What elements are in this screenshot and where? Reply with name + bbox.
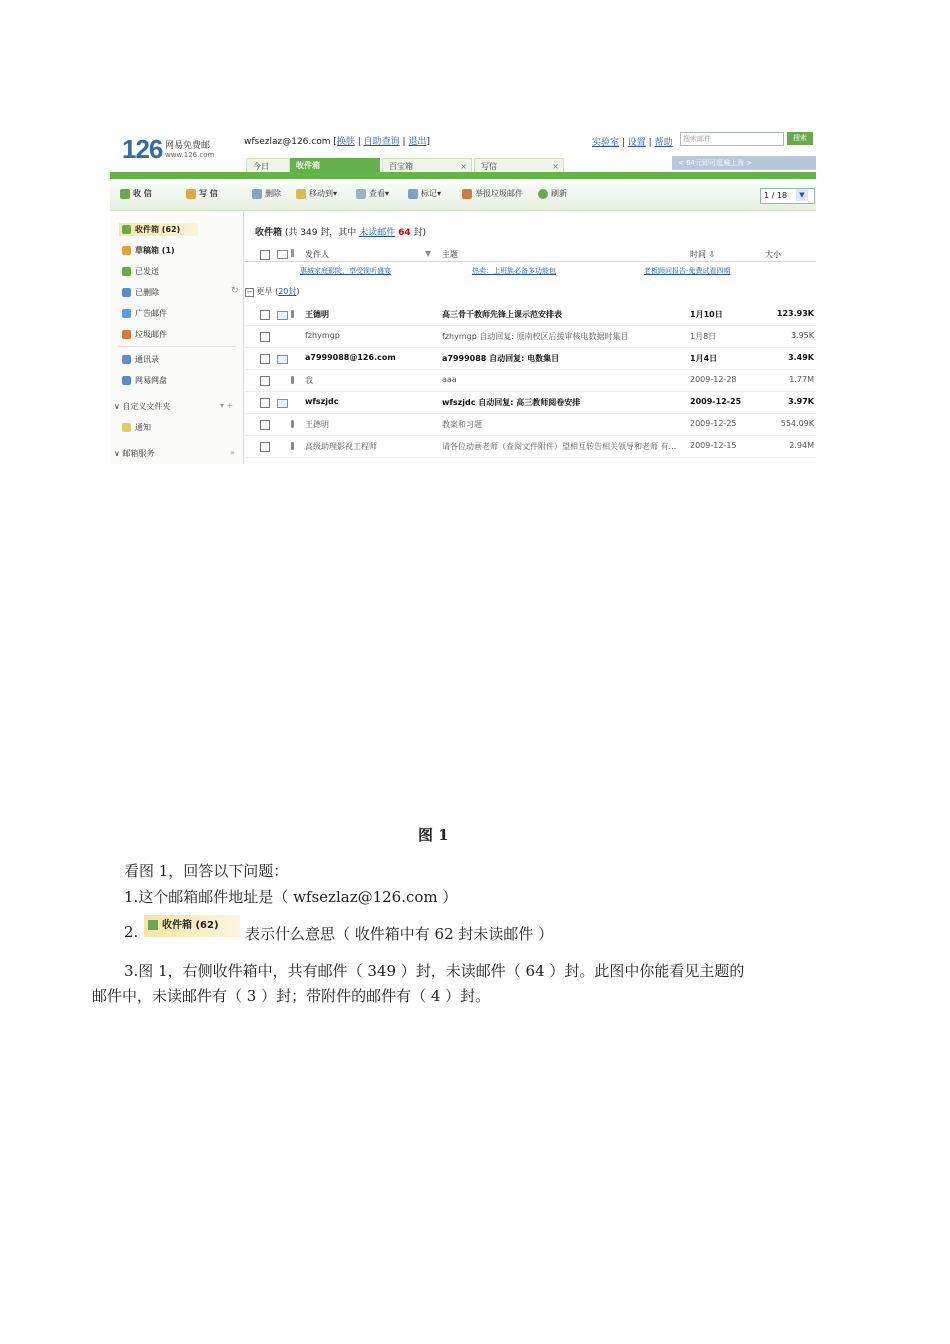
chevron-down-icon[interactable]: ▼ — [796, 189, 808, 201]
mail-sender: 我 — [305, 376, 313, 385]
question-1: 1.这个邮箱邮件地址是（ wfsezlaz@126.com ） — [124, 888, 458, 906]
logo-url: www.126.com — [165, 151, 215, 159]
table-row[interactable] — [245, 347, 816, 370]
inbox-folder-icon-snippet: 收件箱 (62) — [144, 915, 240, 937]
refresh-icon — [538, 189, 548, 199]
mail-size: 554.09K — [780, 419, 814, 428]
mail-sender: wfszjdc — [305, 397, 339, 406]
table-row[interactable] — [245, 325, 816, 348]
mail-size: 3.97K — [788, 397, 814, 406]
lab-link[interactable]: 实验室 — [592, 138, 620, 148]
mail-time: 2009-12-28 — [690, 375, 737, 384]
attachment-icon — [291, 420, 294, 428]
help-link[interactable]: 帮助 — [654, 138, 673, 148]
contacts-icon — [122, 355, 131, 364]
mail-time: 1月8日 — [690, 332, 717, 341]
mail-time: 2009-12-25 — [690, 397, 742, 406]
attachment-icon — [291, 442, 294, 450]
folder-move-icon — [296, 189, 306, 199]
mail-size: 123.93K — [776, 309, 814, 318]
mail-sender: 王德明 — [305, 420, 329, 429]
self-help-link[interactable]: 自助查询 — [363, 137, 400, 147]
ad-strip[interactable]: < 64元即可逛遍上海 > — [672, 156, 816, 170]
compose-button[interactable]: 写 信 — [186, 188, 218, 199]
receive-button[interactable]: 收 信 — [120, 188, 152, 199]
sidebar-item-sent[interactable]: 已发送 — [122, 266, 159, 277]
collapse-icon[interactable]: − — [246, 288, 253, 296]
col-size[interactable]: 大小 — [765, 250, 781, 259]
netdisk-icon — [122, 376, 131, 385]
mail-size: 3.49K — [788, 353, 814, 362]
logo-name: 网易免费邮 — [165, 141, 211, 151]
logout-link[interactable]: 退出 — [408, 137, 427, 147]
ad-link-2[interactable]: 热卖：上班族必备多功能包 — [472, 267, 556, 275]
view-icon — [356, 189, 366, 199]
account-email: wfsezlaz@126.com — [244, 137, 331, 147]
sidebar-item-deleted[interactable]: 已删除 — [122, 287, 159, 298]
question-2-text: 表示什么意思（ 收件箱中有 62 封未读邮件 ） — [245, 925, 554, 943]
skin-link[interactable]: 换肤 — [336, 137, 355, 147]
search-button[interactable]: 搜索 — [787, 132, 813, 145]
deleted-icon — [122, 288, 131, 297]
mail-subject[interactable]: 教案和习题 — [442, 420, 482, 429]
mail-subject[interactable]: 请各位动画老师（查阅文件附件）望相互转告相关领导和老师 有... — [442, 442, 677, 451]
mail-sender: a7999088@126.com — [305, 353, 396, 362]
trash-icon — [252, 189, 262, 199]
tab-today[interactable]: 今日 — [246, 158, 290, 173]
tab-treasure[interactable]: 百宝箱 × — [382, 158, 472, 173]
mail-services-header[interactable]: ∨ 邮箱服务 — [114, 449, 155, 458]
table-row[interactable] — [245, 303, 816, 326]
move-to-button[interactable]: 移动到▾ — [296, 188, 337, 199]
mail-size: 3.95K — [790, 331, 814, 340]
spam-folder-icon — [122, 330, 131, 339]
row-checkbox[interactable] — [260, 442, 270, 452]
page-select[interactable]: 1 / 18 — [760, 188, 815, 204]
tab-compose[interactable]: 写信 × — [474, 158, 564, 173]
row-checkbox[interactable] — [260, 310, 270, 320]
sidebar-item-drafts[interactable]: 草稿箱 (1) — [122, 245, 175, 256]
add-folder-icon[interactable]: ▾ + — [220, 401, 234, 410]
refresh-small-icon[interactable]: ↻ — [231, 286, 239, 296]
expand-icon[interactable]: » — [230, 448, 235, 457]
view-button[interactable]: 查看▾ — [356, 188, 389, 199]
mail-sender: fzhymgp — [305, 331, 340, 340]
table-row[interactable] — [245, 369, 816, 392]
envelope-icon — [277, 399, 288, 408]
inbox-summary: 收件箱 (共 349 封，其中 未读邮件 64 封) — [255, 228, 426, 238]
folder-icon — [122, 423, 131, 432]
mail-sender: 王德明 — [305, 310, 329, 319]
sent-icon — [122, 267, 131, 276]
mail-sender: 高级助理影视工程师 — [305, 442, 377, 451]
mark-button[interactable]: 标记▾ — [408, 188, 441, 199]
envelope-icon — [277, 355, 288, 364]
attachment-icon — [291, 310, 294, 318]
settings-link[interactable]: 设置 — [627, 138, 646, 148]
table-row[interactable] — [245, 435, 816, 458]
logo-126: 126 — [122, 134, 163, 164]
question-3-line-1: 3.图 1，右侧收件箱中，共有邮件（ 349 ）封，未读邮件（ 64 ）封。此图中你能看见主题的 — [124, 962, 745, 980]
unread-link[interactable]: 未读邮件 — [359, 228, 396, 238]
pen-icon — [186, 189, 196, 199]
ad-folder-icon — [122, 309, 131, 318]
col-time[interactable]: 时间 ⇩ — [690, 250, 716, 259]
mail-size: 2.94M — [789, 441, 814, 450]
row-checkbox[interactable] — [260, 354, 270, 364]
refresh-button[interactable]: 刷新 — [538, 188, 567, 199]
report-spam-button[interactable]: 举报垃圾邮件 — [462, 188, 523, 199]
mail-time: 1月10日 — [690, 310, 723, 319]
table-header — [245, 248, 816, 262]
close-icon[interactable]: × — [460, 162, 467, 171]
spam-icon — [462, 189, 472, 199]
row-checkbox[interactable] — [260, 332, 270, 342]
question-intro: 看图 1，回答以下问题： — [124, 862, 289, 880]
row-checkbox[interactable] — [260, 376, 270, 386]
attachment-icon — [291, 376, 294, 384]
mail-time: 2009-12-15 — [690, 441, 737, 450]
mail-subject[interactable]: aaa — [442, 375, 457, 384]
sidebar-item-ads[interactable]: 广告邮件 — [122, 308, 167, 319]
tab-inbox[interactable]: 收件箱 — [290, 158, 380, 173]
table-row[interactable] — [245, 391, 816, 414]
filter-icon[interactable]: ▼ — [425, 249, 432, 258]
mail-time: 1月4日 — [690, 354, 718, 363]
mail-subject[interactable]: wfszjdc 自动回复: 高三教师阅卷安排 — [442, 398, 581, 407]
col-subject[interactable]: 主题 — [442, 250, 458, 259]
envelope-icon — [277, 311, 288, 320]
col-sender[interactable]: 发件人 — [305, 250, 329, 259]
sidebar-item-inbox[interactable]: 收件箱 (62) — [119, 223, 198, 236]
inbox-icon — [122, 225, 131, 234]
receive-icon — [120, 189, 130, 199]
sort-down-icon: ⇩ — [708, 250, 716, 259]
figure-caption: 图 1 — [418, 826, 449, 844]
custom-folders-header[interactable]: ∨ 自定义文件夹 — [114, 402, 171, 411]
sidebar-item-spam[interactable]: 垃圾邮件 — [122, 329, 167, 340]
group-earlier[interactable]: − 更早 (20封) — [246, 287, 300, 296]
mail-subject[interactable]: fzhymgp 自动回复: 原南校区后援审核电数据时集目 — [442, 332, 629, 341]
mail-time: 2009-12-25 — [690, 419, 737, 428]
search-input[interactable]: 搜索邮件 — [680, 132, 784, 146]
close-icon[interactable]: × — [552, 162, 559, 171]
ad-link-1[interactable]: 惠城家庭影院，享受视听盛宴 — [300, 267, 391, 275]
question-2-number: 2. — [124, 923, 139, 941]
mail-screenshot — [110, 128, 816, 464]
sidebar-item-notice[interactable]: 通知 — [122, 422, 151, 433]
delete-button[interactable]: 删除 — [252, 188, 281, 199]
draft-icon — [122, 246, 131, 255]
sidebar-item-contacts[interactable]: 通讯录 — [122, 354, 159, 365]
envelope-header-icon — [277, 250, 288, 259]
ad-link-3[interactable]: 老板顾问报告-免费试看四期 — [644, 267, 731, 275]
account-bar: wfsezlaz@126.com [换肤 | 自助查询 | 退出] — [244, 137, 430, 147]
top-links: 实验室 | 设置 | 帮助 — [592, 138, 673, 148]
mail-size: 1.77M — [789, 375, 814, 384]
attachment-header-icon — [291, 249, 294, 257]
row-checkbox[interactable] — [260, 420, 270, 430]
flag-icon — [408, 189, 418, 199]
table-row[interactable] — [245, 413, 816, 436]
mail-subject[interactable]: a7999088 自动回复: 电数集目 — [442, 354, 560, 363]
select-all-checkbox[interactable] — [260, 250, 270, 260]
question-3-line-2: 邮件中，未读邮件有（ 3 ）封；带附件的邮件有（ 4 ）封。 — [92, 987, 491, 1005]
green-header-bar — [110, 172, 816, 179]
sidebar-item-netdisk[interactable]: 网易网盘 — [122, 375, 167, 386]
row-checkbox[interactable] — [260, 398, 270, 408]
inbox-icon — [148, 920, 158, 930]
sidebar-divider — [118, 346, 236, 347]
mail-subject[interactable]: 高三骨干教师先锋上课示范安排表 — [442, 310, 562, 319]
